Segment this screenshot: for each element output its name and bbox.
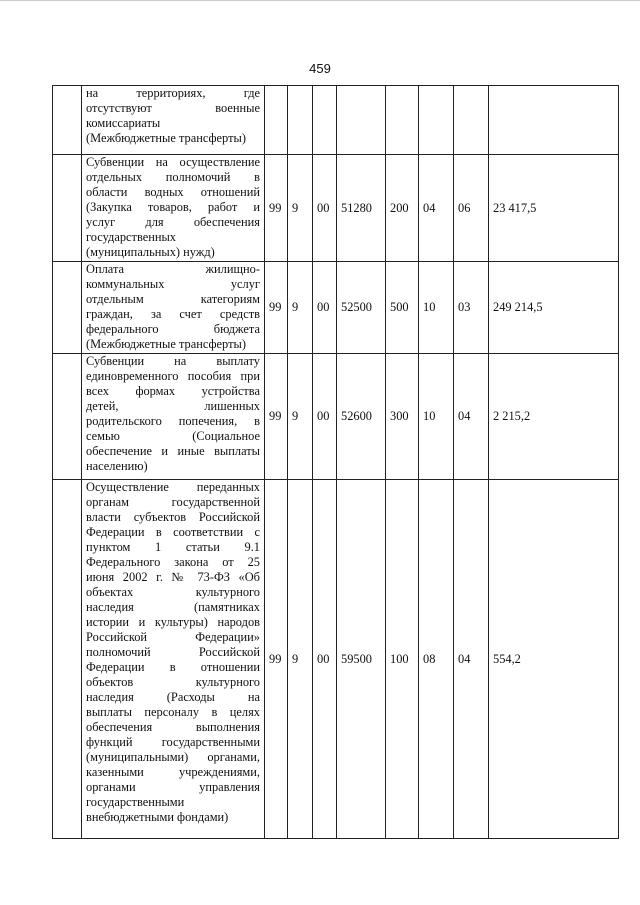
description-line: власти субъектов Российской [86,510,260,524]
table-row [53,86,619,155]
description-line: наследия (памятниках [86,600,260,614]
direction-code-cell: 00 [313,354,337,480]
description-line: государственными [86,795,185,809]
description-line: Российской Федерации» [86,630,260,644]
description-line: Субвенции на выплату [86,354,260,368]
program-code-cell: 99 [265,155,288,262]
expense-description-cell [82,354,265,480]
table-body [53,86,619,839]
description-line: семью (Социальное [86,429,260,443]
description-line: области водных отношений [86,185,260,199]
expense-type-cell: 100 [386,480,419,839]
description-line: объектах культурного [86,585,260,599]
description-line: отсутствуют военные [86,101,260,115]
subprogram-code-cell: 9 [288,155,313,262]
direction-code-cell [313,86,337,155]
expense-type-cell: 200 [386,155,419,262]
amount-cell: 554,2 [489,480,619,839]
description-line: выплаты персоналу в целях [86,705,260,719]
description-line: полномочий Российской [86,645,260,659]
description-line: Оплата жилищно- [86,262,260,276]
section-cell: 10 [419,354,454,480]
description-line: истории и культуры) народов [86,615,260,629]
table-row [53,262,619,354]
section-cell [419,86,454,155]
row-number-cell [53,155,82,262]
description-line: единовременного пособия при [86,369,260,383]
description-line: граждан, за счет средств [86,307,260,321]
expense-description-cell [82,262,265,354]
section-cell: 04 [419,155,454,262]
description-line: Федерации в соответствии с [86,525,260,539]
description-line: отдельным категориям [86,292,260,306]
description-line: на территориях, где [86,86,260,100]
description-line: всех формах устройства [86,384,260,398]
description-line: Осуществление переданных [86,480,260,494]
description-line: населению) [86,459,148,473]
description-line: казенными учреждениями, [86,765,260,779]
program-code-cell: 99 [265,262,288,354]
description-line: федерального бюджета [86,322,260,336]
table-row [53,155,619,262]
expense-code-cell [337,86,386,155]
expense-code-cell: 52500 [337,262,386,354]
row-number-cell [53,86,82,155]
description-line: государственных [86,230,177,244]
row-number-cell [53,354,82,480]
budget-table [52,85,619,839]
description-line: детей, лишенных [86,399,260,413]
program-code-cell [265,86,288,155]
description-line: комиссариаты [86,116,161,130]
amount-cell: 23 417,5 [489,155,619,262]
description-line: (муниципальными) органами, [86,750,260,764]
direction-code-cell: 00 [313,155,337,262]
expense-description-cell [82,86,265,155]
description-line: отдельных полномочий в [86,170,260,184]
subprogram-code-cell: 9 [288,480,313,839]
expense-code-cell: 52600 [337,354,386,480]
subsection-cell: 06 [454,155,489,262]
expense-description-cell [82,480,265,839]
amount-cell: 249 214,5 [489,262,619,354]
subprogram-code-cell: 9 [288,354,313,480]
row-number-cell [53,480,82,839]
description-line: органам государственной [86,495,260,509]
program-code-cell: 99 [265,354,288,480]
description-line: органами управления [86,780,260,794]
description-line: (Межбюджетные трансферты) [86,337,246,351]
scan-edge [0,0,640,1]
description-line: объектов культурного [86,675,260,689]
section-cell: 10 [419,262,454,354]
description-line: услуг для обеспечения [86,215,260,229]
description-line: обеспечения выполнения [86,720,260,734]
direction-code-cell: 00 [313,262,337,354]
subsection-cell: 04 [454,354,489,480]
amount-cell: 2 215,2 [489,354,619,480]
row-number-cell [53,262,82,354]
expense-code-cell: 59500 [337,480,386,839]
subprogram-code-cell [288,86,313,155]
description-line: Субвенции на осуществление [86,155,260,169]
expense-description-cell [82,155,265,262]
description-line: июня 2002 г. № 73-ФЗ «Об [86,570,260,584]
section-cell: 08 [419,480,454,839]
table-row [53,480,619,839]
description-line: наследия (Расходы на [86,690,260,704]
subsection-cell [454,86,489,155]
description-line: пунктом 1 статьи 9.1 [86,540,260,554]
description-line: внебюджетными фондами) [86,810,229,824]
description-line: коммунальных услуг [86,277,260,291]
amount-cell [489,86,619,155]
description-line: (Закупка товаров, работ и [86,200,260,214]
expense-type-cell [386,86,419,155]
table-row [53,354,619,480]
program-code-cell: 99 [265,480,288,839]
expense-type-cell: 500 [386,262,419,354]
description-line: Федерации в отношении [86,660,260,674]
description-line: Федерального закона от 25 [86,555,260,569]
description-line: (муниципальных) нужд) [86,245,215,259]
description-line: функций государственными [86,735,260,749]
subsection-cell: 04 [454,480,489,839]
description-line: (Межбюджетные трансферты) [86,131,246,145]
expense-code-cell: 51280 [337,155,386,262]
direction-code-cell: 00 [313,480,337,839]
page-number: 459 [309,61,331,76]
subsection-cell: 03 [454,262,489,354]
expense-type-cell: 300 [386,354,419,480]
description-line: обеспечение и иные выплаты [86,444,260,458]
description-line: родительского попечения, в [86,414,260,428]
subprogram-code-cell: 9 [288,262,313,354]
